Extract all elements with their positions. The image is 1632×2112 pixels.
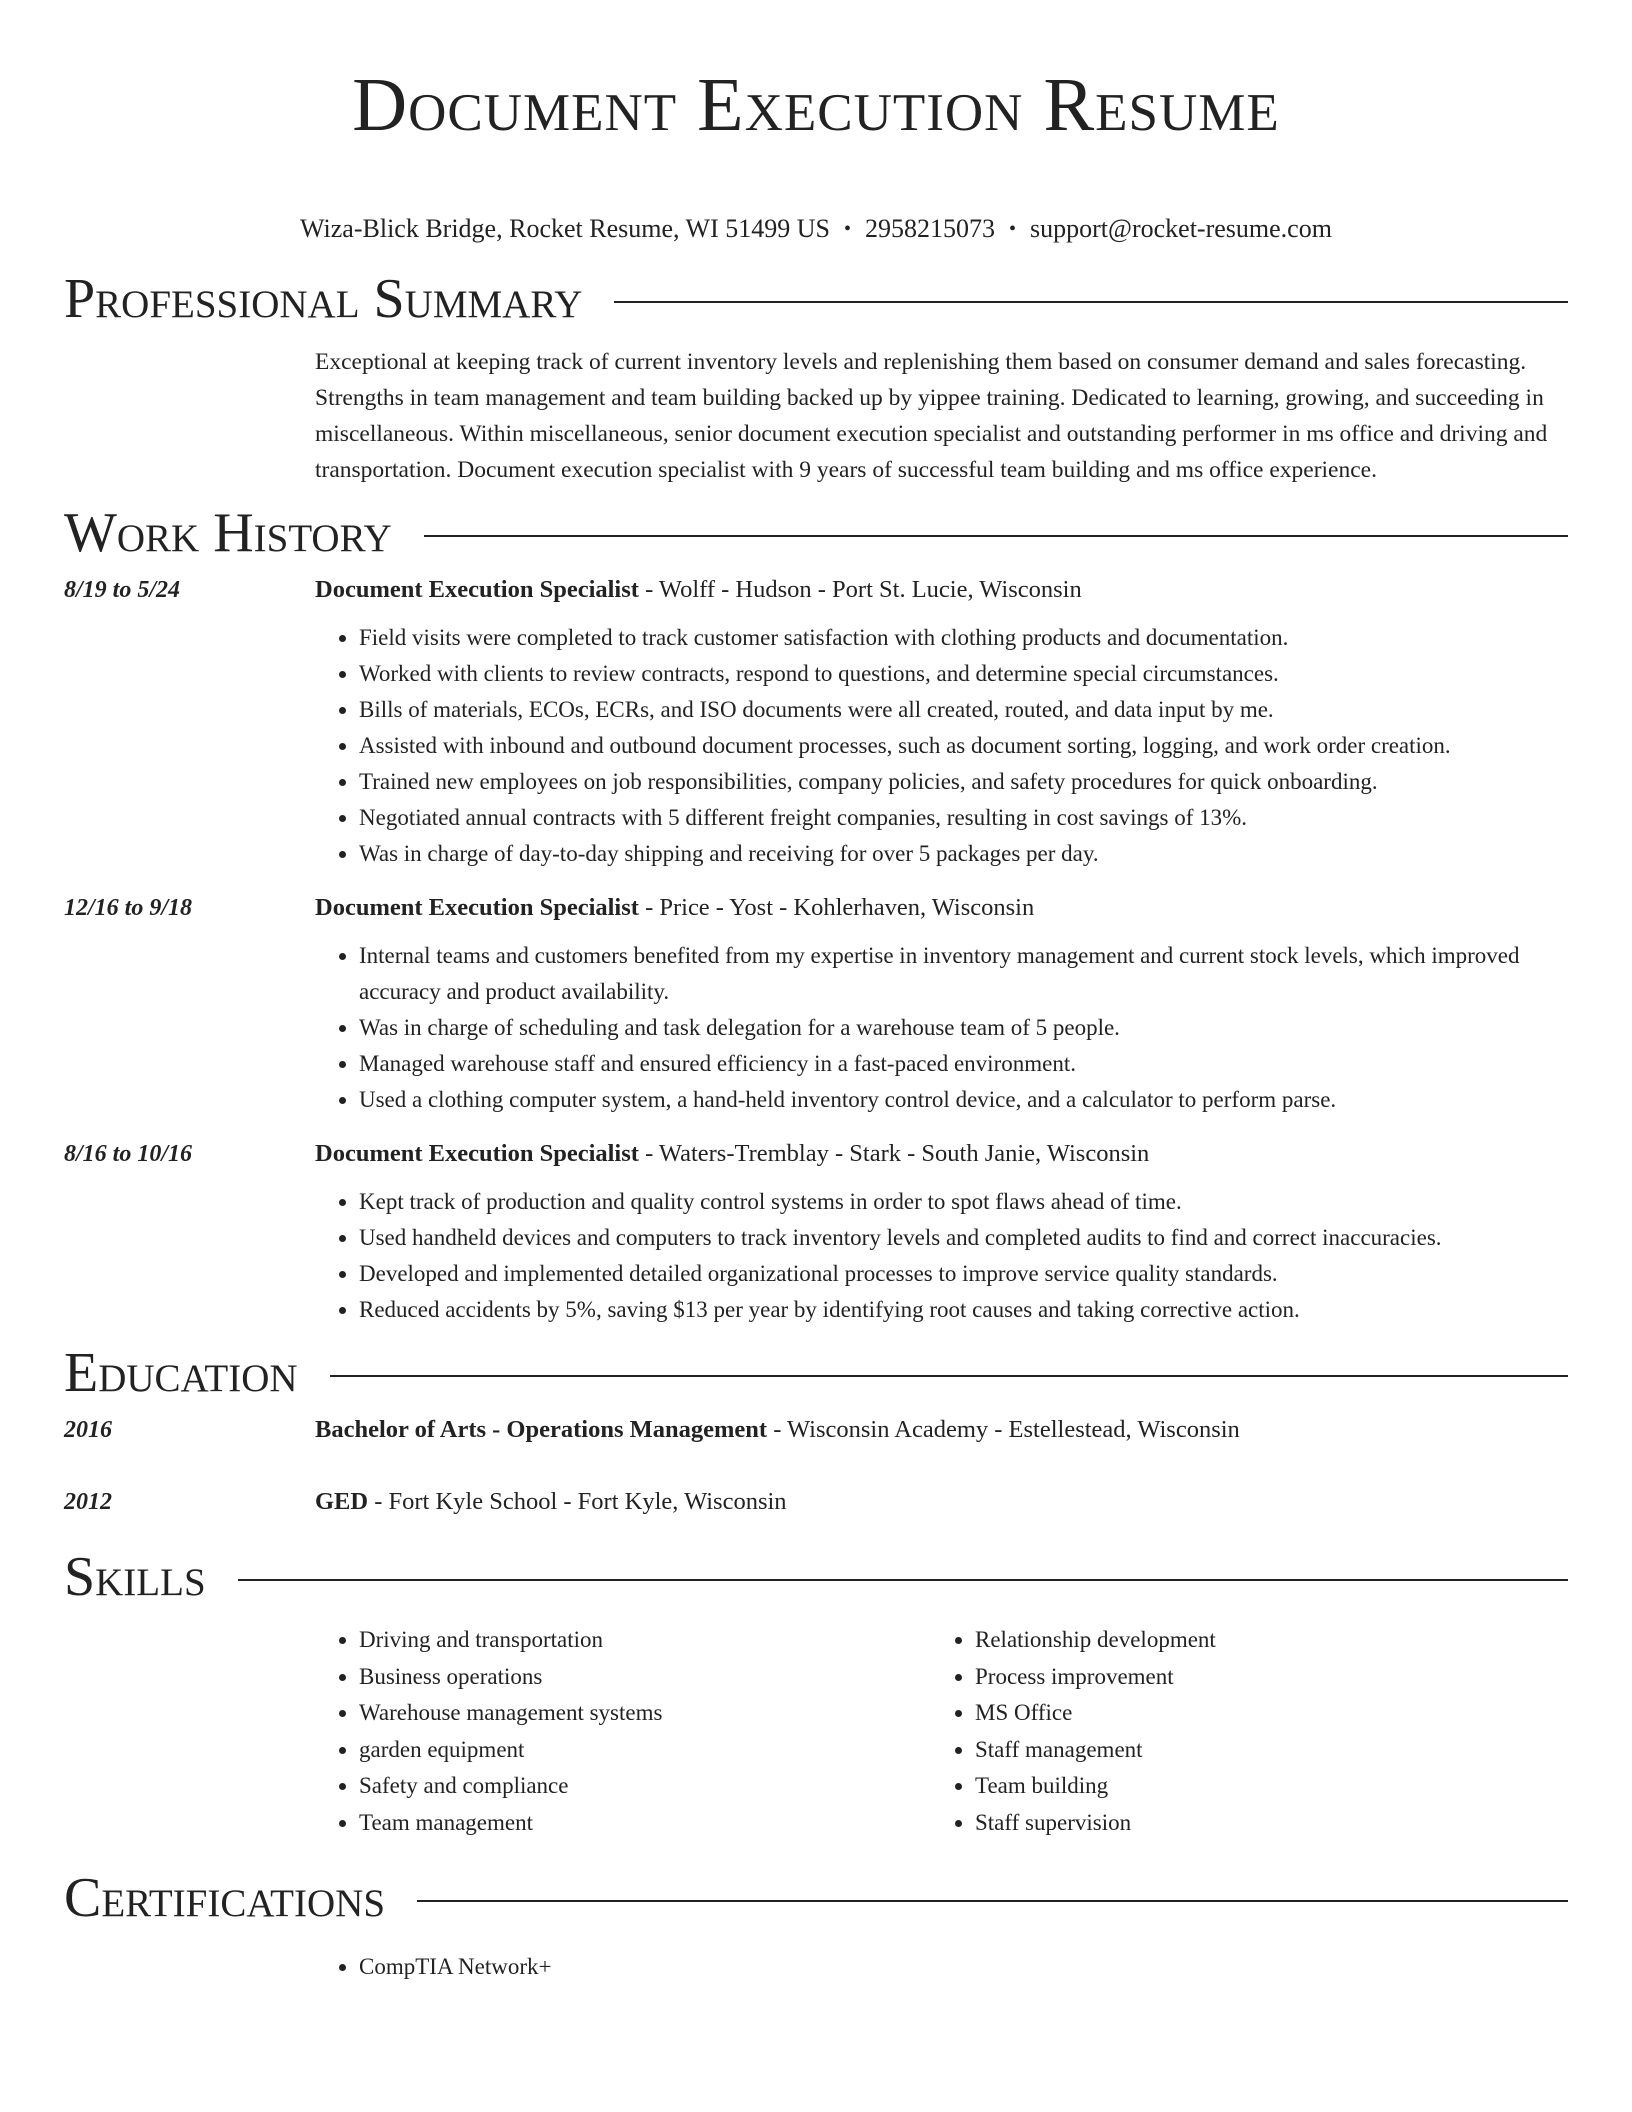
work-bullets [315,938,1568,1118]
summary-section-header [64,264,1568,334]
list-item: • Trained new employees on job responsibilities, company policies, and safety procedures for quick onboarding. [359,764,1568,800]
skill-item: • Business operations [359,1659,931,1696]
work-bullets [315,1184,1568,1328]
list-item: • Worked with clients to review contracts, respond to questions, and determine special circumstances. [359,656,1568,692]
employer-details: - Wolff - Hudson - Port St. Lucie, Wisconsin [638,576,1082,603]
work-section-header [64,498,1568,568]
skill-item: • Safety and compliance [359,1768,931,1805]
skills-list [315,1622,1568,1841]
section-divider [424,535,1568,537]
work-bullets [315,620,1568,872]
education-entry [64,1482,1568,1522]
contact-line [64,214,1568,244]
list-item: • Assisted with inbound and outbound document processes, such as document sorting, logging, and work order creation. [359,728,1568,764]
section-title-work: Work History [64,502,392,564]
skill-item: • garden equipment [359,1732,931,1769]
education-heading [315,1410,1568,1450]
skill-item: • Team building [975,1768,1547,1805]
job-title: Document Execution Specialist [315,1140,639,1167]
education-section-header [64,1338,1568,1408]
separator: • [1009,218,1017,240]
list-item: • Developed and implemented detailed organizational processes to improve service quality standards. [359,1256,1568,1292]
skill-item: • Relationship development [975,1622,1547,1659]
list-item: • Bills of materials, ECOs, ECRs, and ISO documents were all created, routed, and data input by me. [359,692,1568,728]
degree: Bachelor of Arts - Operations Management [315,1416,768,1443]
certification-item: • CompTIA Network+ [359,1949,1568,1985]
work-dates: 8/19 to 5/24 [64,577,181,603]
job-title: Document Execution Specialist [315,894,639,921]
skill-item: • Staff management [975,1732,1547,1769]
certifications-list [315,1949,1568,1985]
section-title-skills: Skills [64,1546,206,1608]
list-item: • Negotiated annual contracts with 5 different freight companies, resulting in cost savings of 13%. [359,800,1568,836]
list-item: • Was in charge of scheduling and task delegation for a warehouse team of 5 people. [359,1010,1568,1046]
section-title-summary: Professional Summary [64,268,583,330]
education-year: 2016 [64,1417,112,1443]
skills-column-right [931,1622,1547,1841]
skill-item: • MS Office [975,1695,1547,1732]
list-item: • Kept track of production and quality control systems in order to spot flaws ahead of time. [359,1184,1568,1220]
certifications-section-header [64,1863,1568,1933]
skill-item: • Team management [359,1805,931,1842]
work-entry [64,570,1568,872]
work-entry [64,1134,1568,1328]
list-item: • Managed warehouse staff and ensured efficiency in a fast-paced environment. [359,1046,1568,1082]
section-divider [614,301,1568,303]
education-heading [315,1482,1568,1522]
summary-text: Exceptional at keeping track of current inventory levels and replenishing them based on consumer demand and sales forecasting. Strengths in team management and team building backed up by yippee training. Dedicated to learning, growing, and succeeding in miscellaneous. Within miscellaneous, senior document execution specialist and outstanding performer in ms office and driving and transportation. Document execution specialist with 9 years of successful team building and ms office experience. [315,349,1548,483]
job-title: Document Execution Specialist [315,576,639,603]
work-heading [315,888,1568,928]
school-details: - Wisconsin Academy - Estellestead, Wisconsin [767,1416,1240,1443]
email-link[interactable]: support@rocket-resume.com [1030,214,1332,243]
list-item: • Reduced accidents by 5%, saving $13 per year by identifying root causes and taking corrective action. [359,1292,1568,1328]
phone: 2958215073 [865,214,995,243]
skills-section-header [64,1542,1568,1612]
education-entry [64,1410,1568,1450]
skill-item: • Process improvement [975,1659,1547,1696]
skill-item: • Driving and transportation [359,1622,931,1659]
work-dates: 8/16 to 10/16 [64,1141,193,1167]
list-item: • Was in charge of day-to-day shipping and receiving for over 5 packages per day. [359,836,1568,872]
list-item: • Used a clothing computer system, a hand-held inventory control device, and a calculator to perform parse. [359,1082,1568,1118]
work-heading [315,1134,1568,1174]
resume-title: Document Execution Resume [352,63,1280,147]
skill-item: • Staff supervision [975,1805,1547,1842]
skills-column-left [315,1622,931,1841]
education-year: 2012 [64,1489,112,1515]
degree: GED [315,1488,369,1515]
separator: • [843,218,851,240]
list-item: • Internal teams and customers benefited from my expertise in inventory management and current stock levels, which improved accuracy and product availability. [359,938,1568,1010]
list-item: • Used handheld devices and computers to track inventory levels and completed audits to find and correct inaccuracies. [359,1220,1568,1256]
section-title-education: Education [64,1342,298,1404]
school-details: - Fort Kyle School - Fort Kyle, Wisconsin [368,1488,787,1515]
work-dates: 12/16 to 9/18 [64,895,193,921]
section-divider [330,1375,1568,1377]
section-title-certifications: Certifications [64,1867,386,1929]
employer-details: - Price - Yost - Kohlerhaven, Wisconsin [638,894,1035,921]
list-item: • Field visits were completed to track customer satisfaction with clothing products and documentation. [359,620,1568,656]
skill-item: • Warehouse management systems [359,1695,931,1732]
section-divider [238,1579,1568,1581]
work-heading [315,570,1568,610]
section-divider [417,1900,1568,1902]
address: Wiza-Blick Bridge, Rocket Resume, WI 51499 US [300,214,830,243]
work-entry [64,888,1568,1118]
employer-details: - Waters-Tremblay - Stark - South Janie, Wisconsin [638,1140,1150,1167]
